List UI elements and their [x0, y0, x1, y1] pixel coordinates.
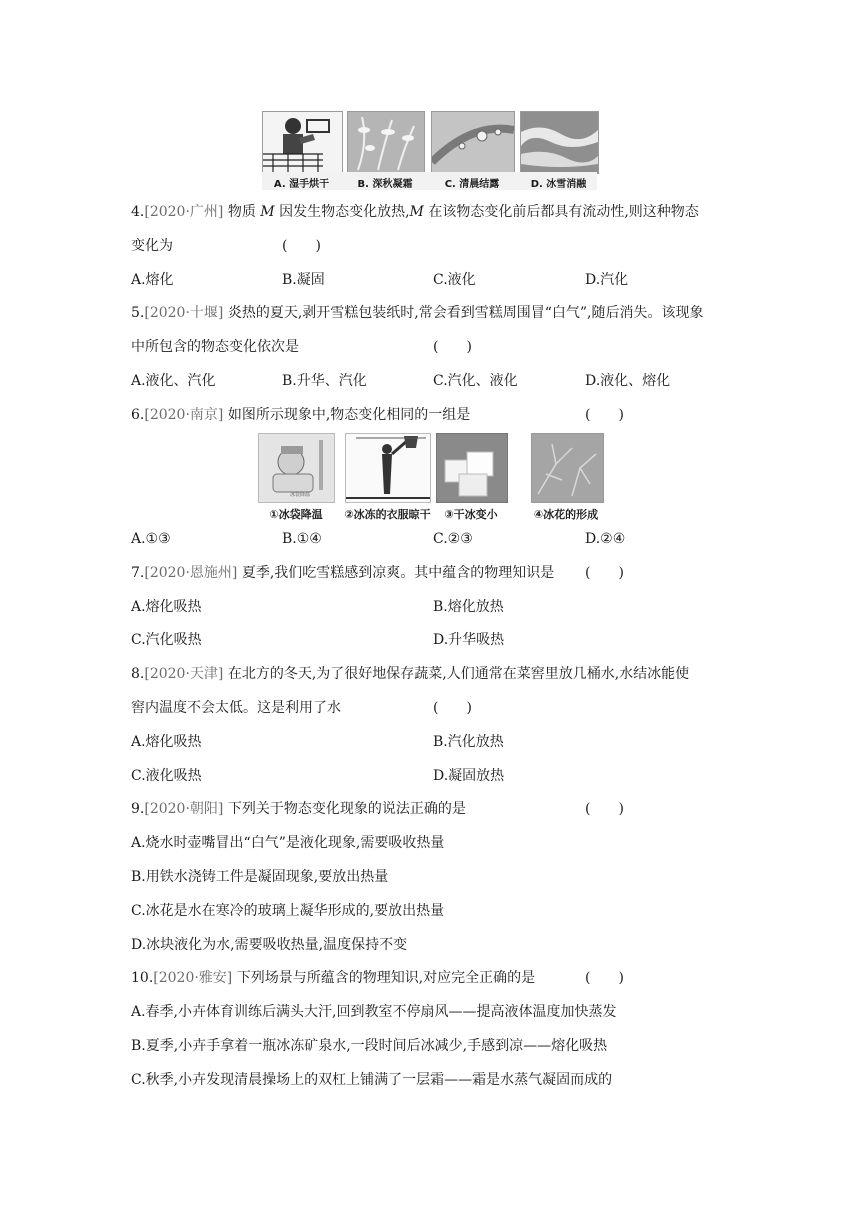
question-4-line-1: [131, 202, 699, 222]
question-text: 在该物态变化前后都具有流动性,则这种物态: [423, 204, 699, 220]
answer-paren: ( ): [585, 565, 624, 581]
question-text: 夏季,我们吃雪糕感到凉爽。其中蕴含的物理知识是: [241, 565, 555, 581]
option-b: B.①④: [282, 531, 322, 547]
question-4-line-2: 变化为: [131, 238, 173, 254]
option-b: B.凝固: [282, 272, 325, 288]
question-text: 下列场景与所蕴含的物理知识,对应完全正确的是: [236, 970, 536, 986]
question-text: 炎热的夏天,剥开雪糕包装纸时,常会看到雪糕周围冒“白气”,随后消失。该现象: [227, 305, 704, 321]
option-c: C.液化吸热: [131, 768, 202, 784]
question-source: [2020·十堰]: [144, 305, 224, 321]
question-number: 5.: [131, 305, 145, 321]
question-number: 9.: [131, 801, 145, 817]
question-text: 因发生物态变化放热,: [274, 204, 410, 220]
caption-a: A. 湿手烘干: [273, 179, 330, 190]
question-source: [2020·雅安]: [153, 970, 233, 986]
answer-paren: ( ): [585, 801, 624, 817]
question-text: 如图所示现象中,物态变化相同的一组是: [227, 407, 471, 423]
question-source: [2020·恩施州]: [144, 565, 238, 581]
question-6-line-1: [131, 405, 470, 425]
question-number: 7.: [131, 565, 145, 581]
question-number: 6.: [131, 407, 145, 423]
option-c: C.冰花是水在寒冷的玻璃上凝华形成的,要放出热量: [131, 903, 445, 919]
hand-dryer-image: [262, 111, 343, 174]
question-5-line-1: [131, 303, 704, 323]
question-9-line-1: [131, 799, 466, 819]
question-source: [2020·天津]: [144, 666, 224, 682]
question-5-line-2: 中所包含的物态变化依次是: [131, 339, 299, 355]
option-a: A.①③: [131, 531, 171, 547]
option-c: C.②③: [433, 531, 473, 547]
variable-m: M: [409, 204, 424, 220]
question-source: [2020·南京]: [144, 407, 224, 423]
option-a: A.液化、汽化: [131, 373, 216, 389]
ice-pack-small-label: 冰袋降温: [290, 492, 311, 498]
option-c: C.秋季,小卉发现清晨操场上的双杠上铺满了一层霜——霜是水蒸气凝固而成的: [131, 1072, 613, 1088]
option-d: D.冰块液化为水,需要吸收热量,温度保持不变: [131, 937, 408, 953]
caption-d: D. 冰雪消融: [530, 179, 587, 190]
answer-paren: ( ): [585, 407, 624, 423]
frost-plant-image: [347, 111, 425, 174]
option-a: A.熔化吸热: [131, 734, 202, 750]
option-d: D.汽化: [585, 272, 629, 288]
fig2-caption-1: ①冰袋降温: [269, 508, 323, 521]
option-a: A.熔化: [131, 272, 174, 288]
question-7-line-1: [131, 563, 554, 583]
option-c: C.汽化吸热: [131, 632, 202, 648]
option-a: A.烧水时壶嘴冒出“白气”是液化现象,需要吸收热量: [131, 835, 445, 851]
question-text: 下列关于物态变化现象的说法正确的是: [227, 801, 466, 817]
fig2-caption-4: ④冰花的形成: [533, 508, 599, 521]
option-a: A.熔化吸热: [131, 599, 202, 615]
fig2-caption-3: ③干冰变小: [444, 508, 498, 521]
question-number: 4.: [131, 204, 145, 220]
frozen-clothes-image: [345, 433, 431, 503]
variable-m: M: [260, 204, 275, 220]
question-text: 在北方的冬天,为了很好地保存蔬菜,人们通常在菜窖里放几桶水,水结冰能使: [227, 666, 690, 682]
option-d: D.升华吸热: [433, 632, 505, 648]
question-number: 10.: [131, 970, 154, 986]
question-8-line-2: 窖内温度不会太低。这是利用了水: [131, 700, 341, 716]
question-number: 8.: [131, 666, 145, 682]
answer-paren: ( ): [585, 970, 624, 986]
question-10-line-1: [131, 968, 535, 988]
answer-paren: ( ): [433, 700, 472, 716]
question-source: [2020·广州]: [144, 204, 224, 220]
question-source: [2020·朝阳]: [144, 801, 224, 817]
option-b: B.汽化放热: [433, 734, 504, 750]
answer-paren: ( ): [282, 238, 321, 254]
option-d: D.凝固放热: [433, 768, 505, 784]
option-d: D.液化、熔化: [585, 373, 671, 389]
dry-ice-image: [436, 433, 508, 503]
option-b: B.熔化放热: [433, 599, 504, 615]
ice-flower-image: [531, 433, 604, 503]
question-8-line-1: [131, 664, 689, 684]
option-b: B.夏季,小卉手拿着一瓶冰冻矿泉水,一段时间后冰减少,手感到凉——熔化吸热: [131, 1038, 608, 1054]
caption-b: B. 深秋凝霜: [357, 179, 413, 190]
option-b: B.用铁水浇铸工件是凝固现象,要放出热量: [131, 869, 389, 885]
option-b: B.升华、汽化: [282, 373, 367, 389]
fig2-caption-2: ②冰冻的衣服晾干: [344, 508, 431, 521]
melting-snow-image: [520, 111, 599, 174]
option-c: C.液化: [433, 272, 476, 288]
option-d: D.②④: [585, 531, 626, 547]
question-text: 物质: [227, 204, 261, 220]
dew-drop-image: [431, 111, 515, 174]
option-a: A.春季,小卉体育训练后满头大汗,回到教室不停扇风——提高液体温度加快蒸发: [131, 1004, 617, 1020]
answer-paren: ( ): [433, 339, 472, 355]
option-c: C.汽化、液化: [433, 373, 518, 389]
caption-c: C. 清晨结露: [444, 179, 500, 190]
